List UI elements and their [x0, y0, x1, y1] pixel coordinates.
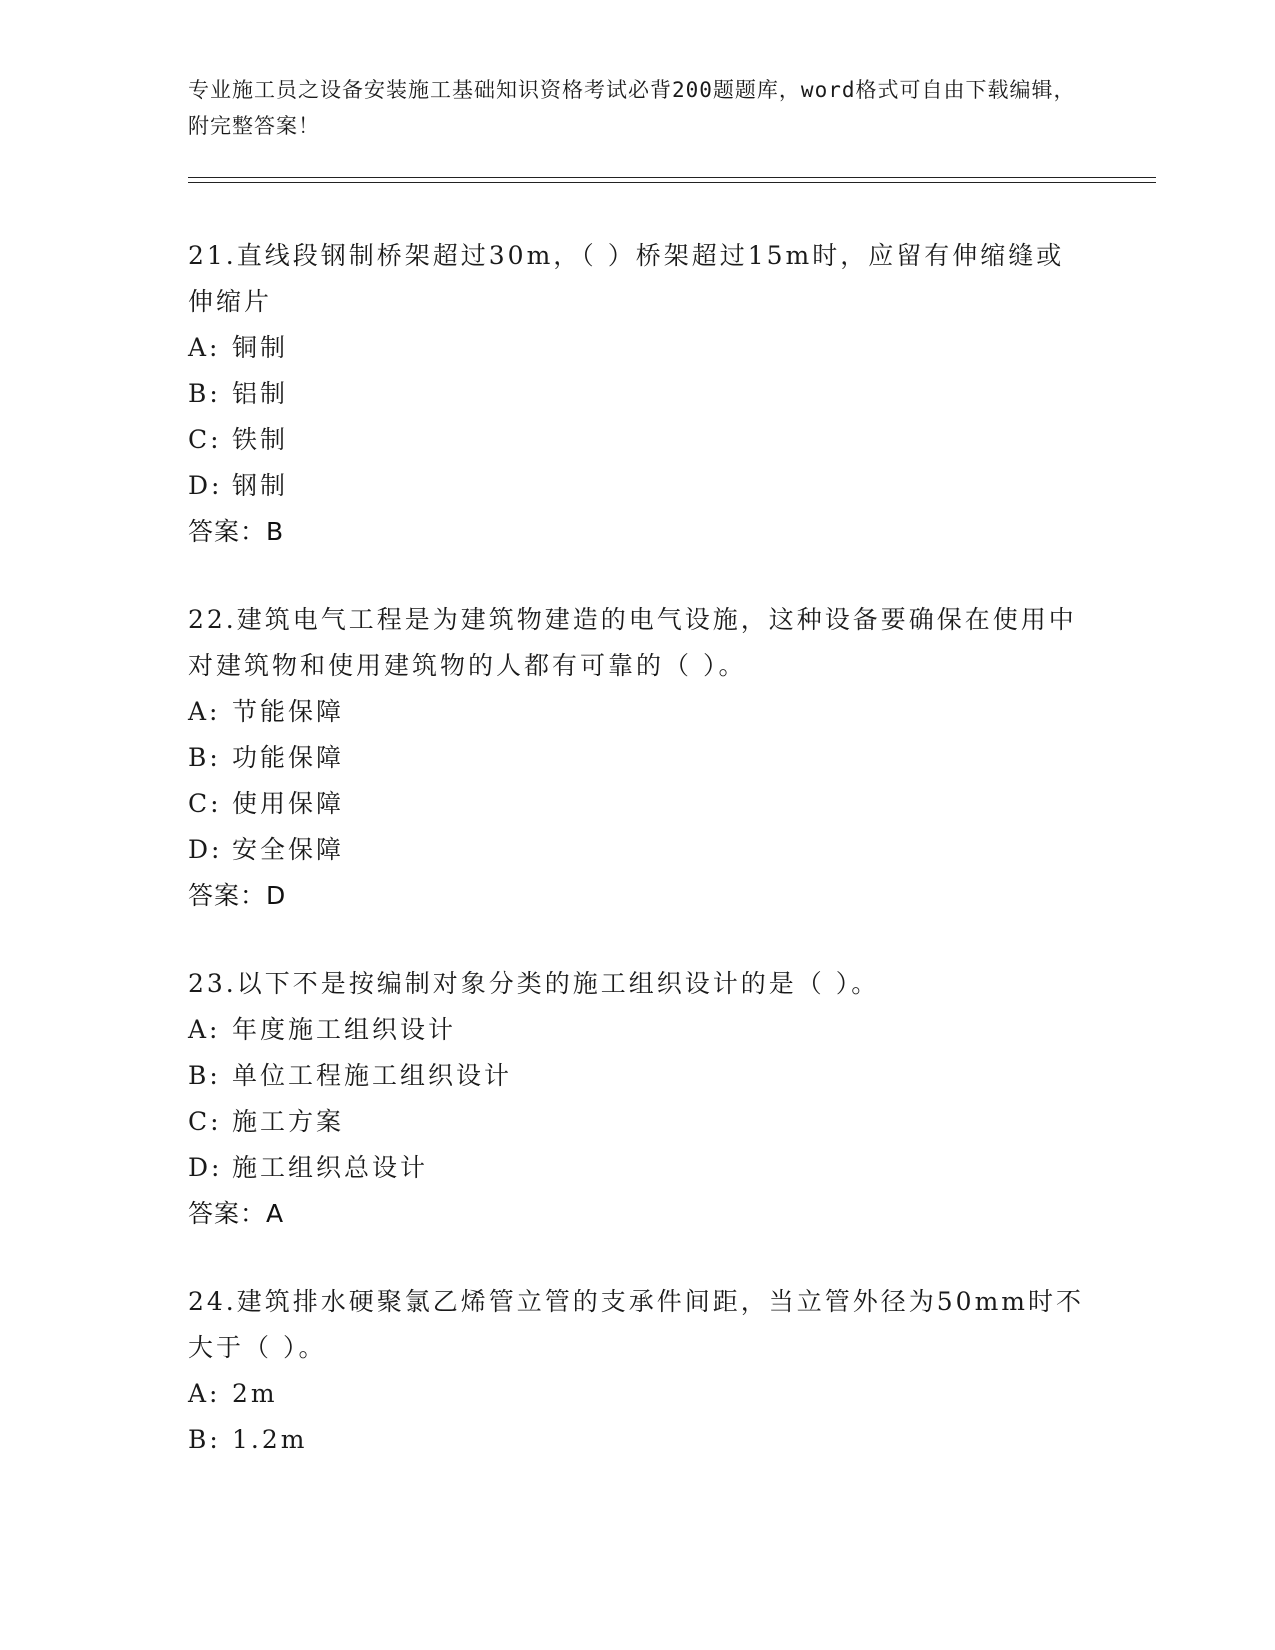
- option-letter: C:: [188, 789, 222, 818]
- option-letter: B:: [188, 743, 221, 772]
- option-letter: A:: [188, 697, 221, 726]
- answer-value: A: [266, 1199, 285, 1228]
- option-b: [188, 1417, 1088, 1463]
- question-22: [188, 597, 1088, 919]
- question-list: [188, 233, 1088, 1505]
- option-a: [188, 1007, 1088, 1053]
- option-c: [188, 417, 1088, 463]
- question-23: [188, 961, 1088, 1237]
- option-text: 铝制: [232, 379, 289, 408]
- option-text: 安全保障: [232, 835, 345, 864]
- answer-prefix: 答案：: [188, 881, 267, 910]
- option-letter: C:: [188, 1107, 222, 1136]
- option-b: [188, 1053, 1088, 1099]
- question-stem: 22.建筑电气工程是为建筑物建造的电气设施，这种设备要确保在使用中对建筑物和使用建筑物的人都有可靠的（ ）。: [188, 605, 1077, 680]
- option-d: [188, 827, 1088, 873]
- option-text: 年度施工组织设计: [232, 1015, 457, 1044]
- option-a: [188, 325, 1088, 371]
- question-24: [188, 1279, 1088, 1463]
- option-d: [188, 463, 1088, 509]
- option-d: [188, 1145, 1088, 1191]
- option-letter: D:: [188, 835, 223, 864]
- document-header: 专业施工员之设备安装施工基础知识资格考试必背200题题库，word格式可自由下载编辑，附完整答案！: [188, 78, 1076, 138]
- option-text: 功能保障: [232, 743, 345, 772]
- question-stem: 24.建筑排水硬聚氯乙烯管立管的支承件间距，当立管外径为50mm时不大于（ ）。: [188, 1287, 1084, 1362]
- answer-line: [188, 1191, 1088, 1237]
- question-stem: 21.直线段钢制桥架超过30m，（ ）桥架超过15m时，应留有伸缩缝或伸缩片: [188, 241, 1065, 316]
- option-letter: B:: [188, 379, 221, 408]
- option-text: 单位工程施工组织设计: [232, 1061, 513, 1090]
- option-text: 铜制: [232, 333, 289, 362]
- option-text: 节能保障: [232, 697, 345, 726]
- option-c: [188, 781, 1088, 827]
- option-letter: A:: [188, 1015, 221, 1044]
- option-b: [188, 371, 1088, 417]
- answer-value: B: [266, 517, 285, 546]
- option-letter: C:: [188, 425, 222, 454]
- question-21: [188, 233, 1088, 555]
- option-letter: D:: [188, 471, 223, 500]
- option-text: 施工方案: [232, 1107, 345, 1136]
- option-letter: A:: [188, 333, 221, 362]
- header-rule-top: [188, 177, 1156, 178]
- answer-line: [188, 509, 1088, 555]
- option-text: 2m: [232, 1379, 278, 1408]
- answer-prefix: 答案：: [188, 1199, 267, 1228]
- answer-value: D: [266, 881, 287, 910]
- answer-prefix: 答案：: [188, 517, 267, 546]
- option-text: 施工组织总设计: [232, 1153, 429, 1182]
- option-text: 1.2m: [232, 1425, 308, 1454]
- option-letter: A:: [188, 1379, 221, 1408]
- option-text: 使用保障: [232, 789, 345, 818]
- option-text: 钢制: [232, 471, 289, 500]
- option-a: [188, 689, 1088, 735]
- header-rule-bottom: [188, 182, 1156, 183]
- option-b: [188, 735, 1088, 781]
- option-c: [188, 1099, 1088, 1145]
- question-stem: 23.以下不是按编制对象分类的施工组织设计的是（ ）。: [188, 969, 880, 998]
- option-letter: B:: [188, 1061, 221, 1090]
- option-a: [188, 1371, 1088, 1417]
- answer-line: [188, 873, 1088, 919]
- option-letter: D:: [188, 1153, 223, 1182]
- option-text: 铁制: [232, 425, 289, 454]
- option-letter: B:: [188, 1425, 221, 1454]
